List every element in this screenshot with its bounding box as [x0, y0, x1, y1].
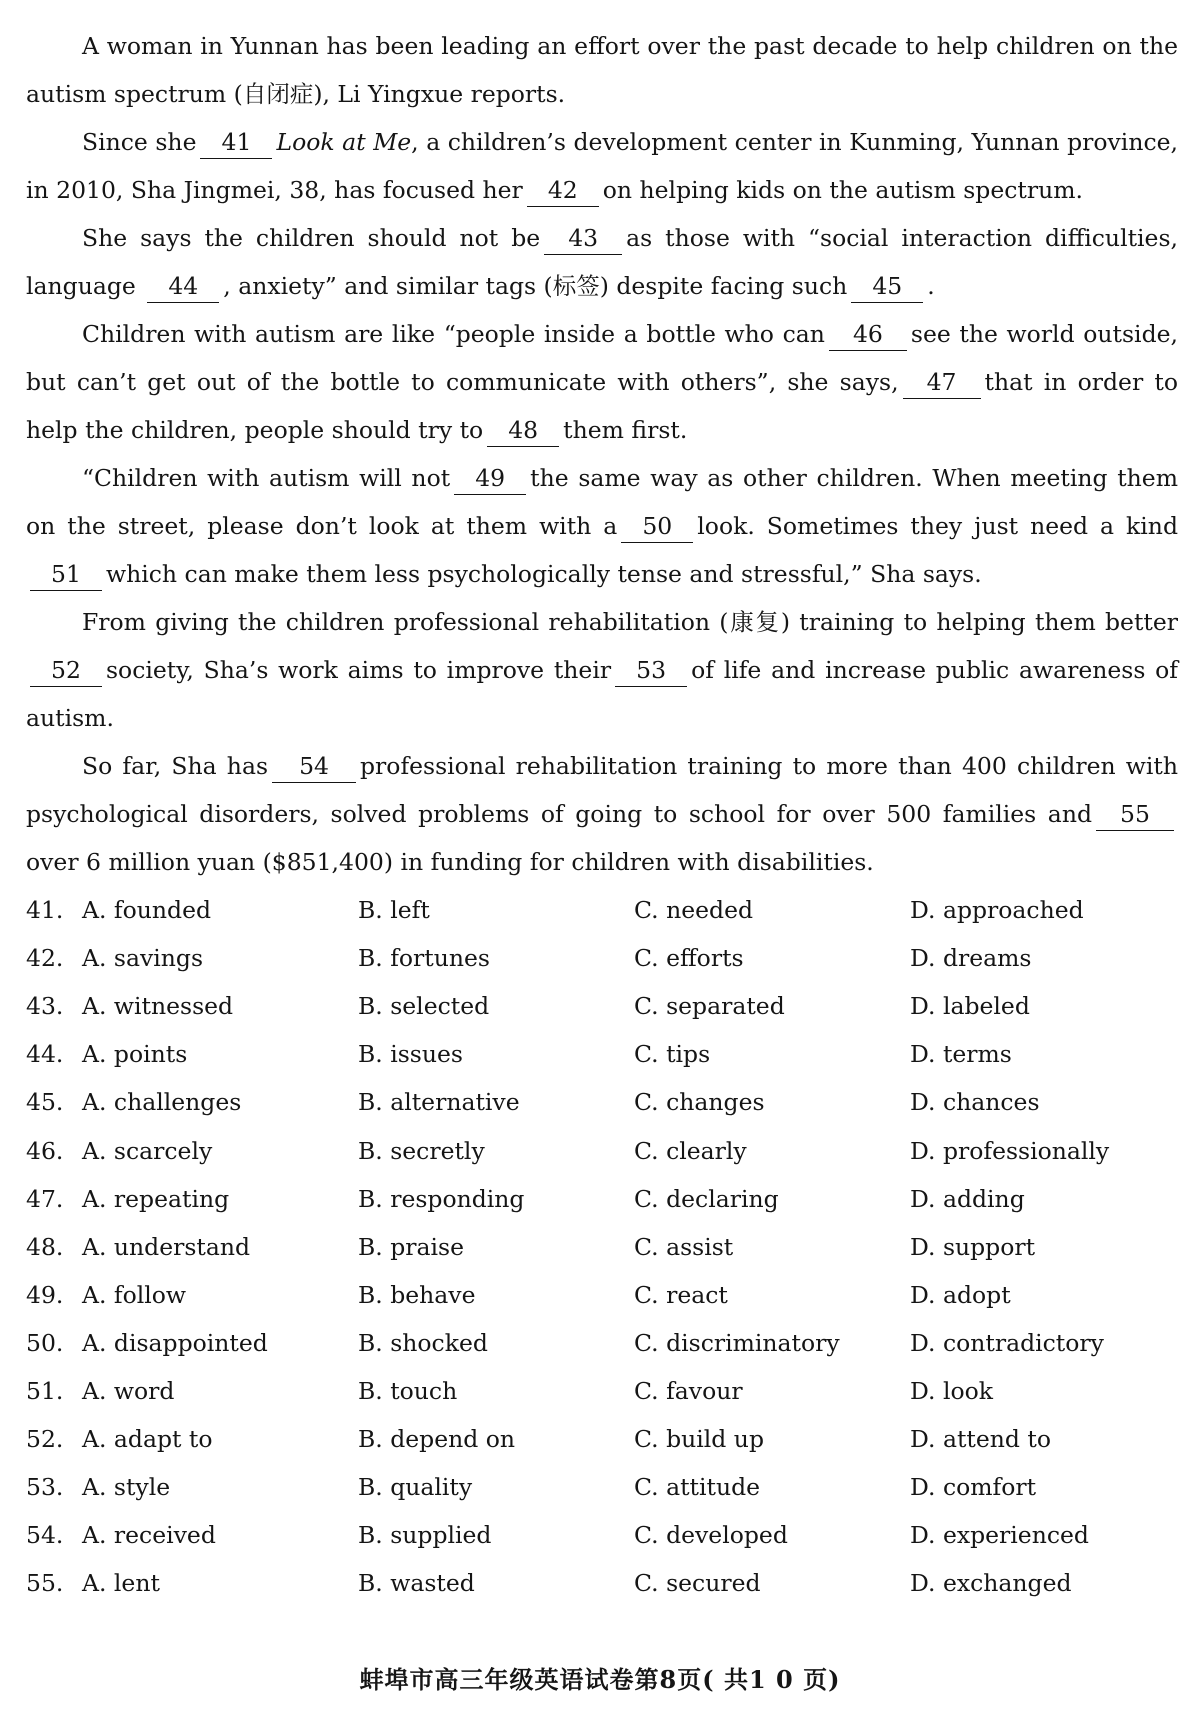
- passage-paragraph-6: [26, 598, 1178, 742]
- center-title: Look at Me: [276, 128, 412, 156]
- p6-text-3: of life and increase public awareness of autism.: [26, 656, 1179, 732]
- p7-text-3: over 6 million yuan ($851,400) in funding for children with disabilities.: [26, 848, 874, 876]
- option-a[interactable]: A. points: [82, 1040, 188, 1069]
- passage-paragraph-1: [26, 22, 1178, 118]
- option-c[interactable]: C. efforts: [634, 944, 744, 973]
- p5-text-2: the same way as other children. When meeting them on the street, please don’t look at them with a: [26, 464, 1178, 540]
- exam-page: [26, 22, 1178, 1607]
- option-d[interactable]: D. exchanged: [910, 1569, 1072, 1598]
- blank-54[interactable]: 54: [272, 750, 356, 783]
- passage-paragraph-7: [26, 742, 1178, 886]
- p3-text-2: as those with “social interaction difficulties, language: [26, 224, 1178, 300]
- passage-paragraph-3: [26, 214, 1178, 310]
- option-b[interactable]: B. behave: [358, 1280, 476, 1309]
- option-a[interactable]: A. scarcely: [82, 1136, 213, 1165]
- p4-text-3: that in order to help the children, people should try to: [26, 368, 1178, 444]
- question-row: [26, 1463, 1178, 1511]
- p3-text-3: , anxiety” and similar tags (标签) despite facing such: [223, 272, 848, 300]
- p2-text-2: , a children’s development center in Kunming, Yunnan province, in 2010, Sha Jingmei, 38, has focused her: [26, 128, 1179, 204]
- blank-49[interactable]: 49: [454, 462, 526, 495]
- option-d[interactable]: D. adding: [910, 1184, 1025, 1213]
- blank-50[interactable]: 50: [621, 510, 693, 543]
- question-row: [26, 1319, 1178, 1367]
- p1-text: A woman in Yunnan has been leading an effort over the past decade to help children on the autism spectrum (自闭症), Li Yingxue reports.: [26, 32, 1178, 108]
- question-number: 42.: [26, 944, 64, 973]
- question-row: [26, 886, 1178, 934]
- option-c[interactable]: C. tips: [634, 1040, 711, 1069]
- option-c[interactable]: C. secured: [634, 1569, 761, 1598]
- option-c[interactable]: C. separated: [634, 992, 785, 1021]
- question-number: 55.: [26, 1569, 64, 1598]
- option-d[interactable]: D. professionally: [910, 1136, 1110, 1165]
- option-d[interactable]: D. dreams: [910, 944, 1032, 973]
- option-b[interactable]: B. shocked: [358, 1328, 488, 1357]
- option-c[interactable]: C. developed: [634, 1521, 788, 1550]
- question-row: [26, 982, 1178, 1030]
- option-d[interactable]: D. contradictory: [910, 1328, 1104, 1357]
- question-row: [26, 1511, 1178, 1559]
- blank-45[interactable]: 45: [851, 270, 923, 303]
- blank-53[interactable]: 53: [615, 654, 687, 687]
- question-number: 50.: [26, 1328, 64, 1357]
- option-a[interactable]: A. founded: [82, 896, 212, 925]
- blank-41[interactable]: 41: [200, 126, 272, 159]
- p3-text-4: .: [927, 272, 935, 300]
- option-d[interactable]: D. support: [910, 1232, 1036, 1261]
- question-number: 48.: [26, 1232, 64, 1261]
- question-number: 45.: [26, 1088, 64, 1117]
- question-row: [26, 1415, 1178, 1463]
- p4-text-4: them first.: [563, 416, 688, 444]
- option-c[interactable]: C. favour: [634, 1376, 743, 1405]
- option-c[interactable]: C. needed: [634, 896, 754, 925]
- option-b[interactable]: B. supplied: [358, 1521, 492, 1550]
- question-row: [26, 1559, 1178, 1607]
- question-row: [26, 1126, 1178, 1174]
- question-row: [26, 1175, 1178, 1223]
- p3-text-1: She says the children should not be: [82, 224, 541, 252]
- passage-paragraph-2: [26, 118, 1178, 214]
- question-number: 52.: [26, 1425, 64, 1454]
- option-a[interactable]: A. lent: [82, 1569, 160, 1598]
- question-number: 43.: [26, 992, 64, 1021]
- question-number: 54.: [26, 1521, 64, 1550]
- option-c[interactable]: C. attitude: [634, 1473, 761, 1502]
- question-number: 41.: [26, 896, 64, 925]
- option-d[interactable]: D. terms: [910, 1040, 1012, 1069]
- option-c[interactable]: C. declaring: [634, 1184, 779, 1213]
- option-a[interactable]: A. witnessed: [82, 992, 234, 1021]
- option-b[interactable]: B. wasted: [358, 1569, 475, 1598]
- option-d[interactable]: D. experienced: [910, 1521, 1089, 1550]
- option-a[interactable]: A. follow: [82, 1280, 187, 1309]
- p6-text-2: society, Sha’s work aims to improve their: [106, 656, 612, 684]
- passage-paragraph-5: [26, 454, 1178, 598]
- page-footer: 蚌埠市高三年级英语试卷第8页( 共1 0 页): [359, 1665, 841, 1694]
- option-b[interactable]: B. secretly: [358, 1136, 485, 1165]
- p5-text-4: which can make them less psychologically tense and stressful,” Sha says.: [106, 560, 982, 588]
- question-row: [26, 1271, 1178, 1319]
- p7-text-1: So far, Sha has: [82, 752, 269, 780]
- p4-text-1: Children with autism are like “people inside a bottle who can: [82, 320, 825, 348]
- option-b[interactable]: B. touch: [358, 1376, 458, 1405]
- question-number: 46.: [26, 1136, 64, 1165]
- blank-43[interactable]: 43: [544, 222, 622, 255]
- option-b[interactable]: B. issues: [358, 1040, 463, 1069]
- question-number: 49.: [26, 1280, 64, 1309]
- option-a[interactable]: A. challenges: [82, 1088, 242, 1117]
- option-a[interactable]: A. style: [82, 1473, 171, 1502]
- option-d[interactable]: D. comfort: [910, 1473, 1037, 1502]
- question-row: [26, 1030, 1178, 1078]
- option-a[interactable]: A. received: [82, 1521, 216, 1550]
- option-c[interactable]: C. react: [634, 1280, 728, 1309]
- passage-paragraph-4: [26, 310, 1178, 454]
- option-c[interactable]: C. build up: [634, 1425, 764, 1454]
- option-b[interactable]: B. fortunes: [358, 944, 490, 973]
- answer-options-list: [26, 886, 1178, 1607]
- option-b[interactable]: B. depend on: [358, 1425, 516, 1454]
- blank-52[interactable]: 52: [30, 654, 102, 687]
- blank-48[interactable]: 48: [487, 414, 559, 447]
- p5-text-1: “Children with autism will not: [82, 464, 451, 492]
- blank-47[interactable]: 47: [903, 366, 981, 399]
- option-d[interactable]: D. attend to: [910, 1425, 1051, 1454]
- option-c[interactable]: C. assist: [634, 1232, 734, 1261]
- blank-51[interactable]: 51: [30, 558, 102, 591]
- question-row: [26, 1078, 1178, 1126]
- option-c[interactable]: C. discriminatory: [634, 1328, 840, 1357]
- option-b[interactable]: B. left: [358, 896, 430, 925]
- option-b[interactable]: B. praise: [358, 1232, 464, 1261]
- question-number: 53.: [26, 1473, 64, 1502]
- option-a[interactable]: A. adapt to: [82, 1425, 213, 1454]
- option-a[interactable]: A. savings: [82, 944, 204, 973]
- option-c[interactable]: C. changes: [634, 1088, 765, 1117]
- question-row: [26, 934, 1178, 982]
- option-b[interactable]: B. selected: [358, 992, 490, 1021]
- question-row: [26, 1223, 1178, 1271]
- blank-42[interactable]: 42: [527, 174, 599, 207]
- p6-text-1: From giving the children professional rehabilitation (康复) training to helping them better: [82, 608, 1178, 636]
- p2-text-3: on helping kids on the autism spectrum.: [602, 176, 1083, 204]
- option-a[interactable]: A. repeating: [82, 1184, 230, 1213]
- blank-55[interactable]: 55: [1096, 798, 1174, 831]
- question-number: 51.: [26, 1376, 64, 1405]
- option-d[interactable]: D. look: [910, 1376, 993, 1405]
- p4-text-2: see the world outside, but can’t get out of the bottle to communicate with others”, she says,: [26, 320, 1178, 396]
- option-a[interactable]: A. understand: [82, 1232, 251, 1261]
- p5-text-3: look. Sometimes they just need a kind: [697, 512, 1178, 540]
- option-c[interactable]: C. clearly: [634, 1136, 747, 1165]
- option-b[interactable]: B. alternative: [358, 1088, 520, 1117]
- option-a[interactable]: A. disappointed: [82, 1328, 268, 1357]
- blank-46[interactable]: 46: [829, 318, 907, 351]
- question-number: 47.: [26, 1184, 64, 1213]
- p7-text-2: professional rehabilitation training to more than 400 children with psychological disorders, solved problems of going to school for over 500 families and: [26, 752, 1178, 828]
- blank-44[interactable]: 44: [147, 270, 219, 303]
- p2-text-1: Since she: [82, 128, 197, 156]
- option-d[interactable]: D. chances: [910, 1088, 1040, 1117]
- option-a[interactable]: A. word: [82, 1376, 175, 1405]
- option-d[interactable]: D. adopt: [910, 1280, 1011, 1309]
- option-d[interactable]: D. approached: [910, 896, 1084, 925]
- question-number: 44.: [26, 1040, 64, 1069]
- option-d[interactable]: D. labeled: [910, 992, 1030, 1021]
- option-b[interactable]: B. responding: [358, 1184, 525, 1213]
- option-b[interactable]: B. quality: [358, 1473, 473, 1502]
- question-row: [26, 1367, 1178, 1415]
